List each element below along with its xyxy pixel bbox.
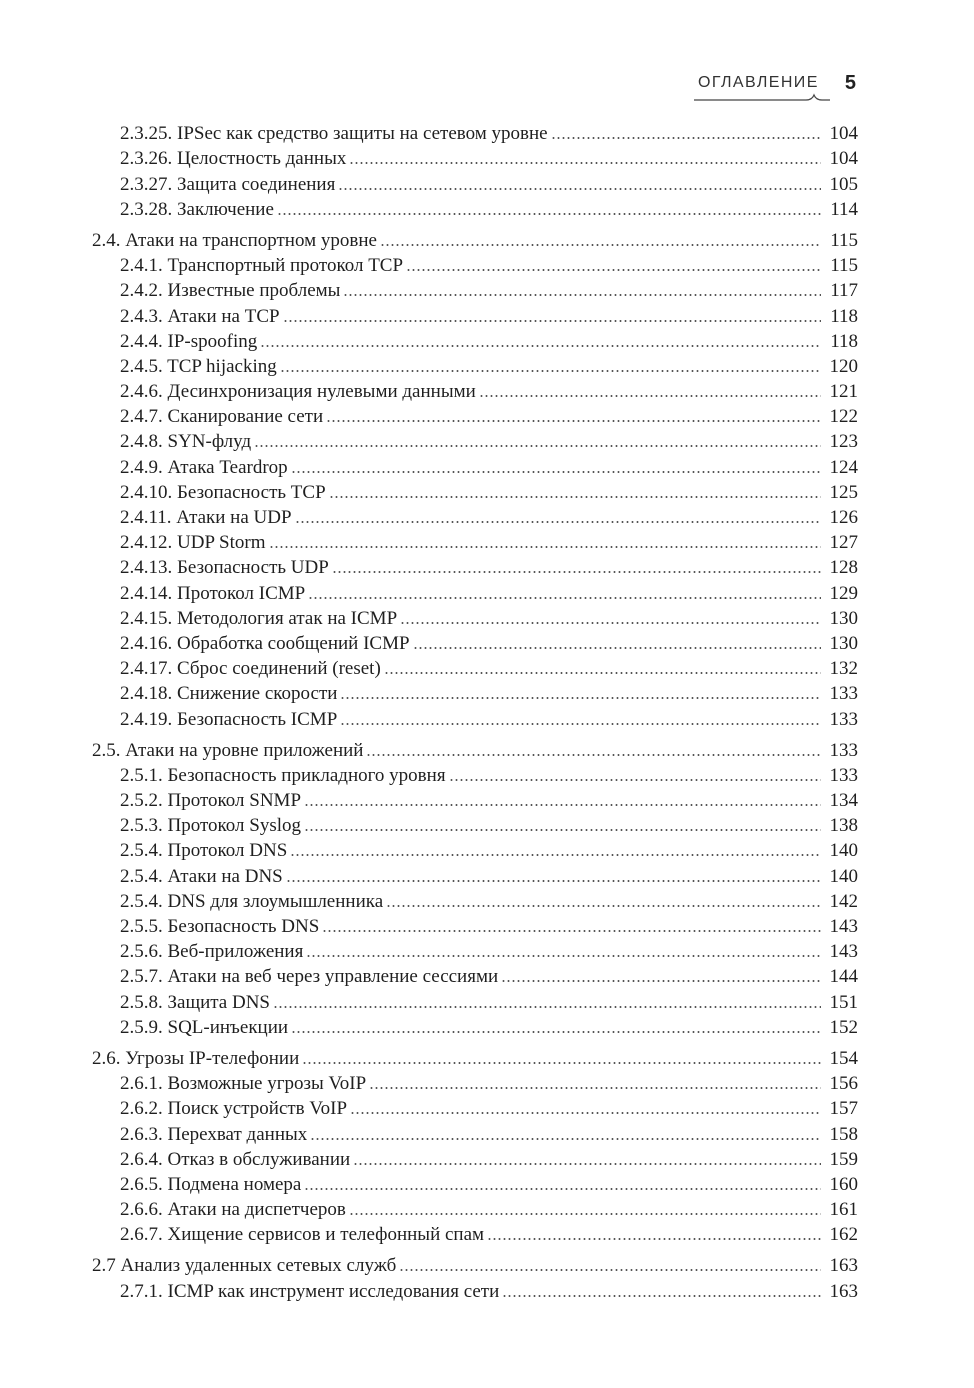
dot-leader <box>479 395 821 397</box>
dot-leader <box>306 955 821 957</box>
toc-subsection-entry[interactable] <box>0 1121 974 1146</box>
dot-leader <box>551 137 821 139</box>
toc-subsection-entry[interactable] <box>0 171 974 196</box>
toc-entry-page: 140 <box>829 865 858 887</box>
toc-subsection-entry[interactable] <box>0 429 974 454</box>
toc-entry-page: 133 <box>829 683 858 705</box>
toc-entry-page: 114 <box>830 198 858 220</box>
dot-leader <box>329 496 821 498</box>
dot-leader <box>350 1112 821 1114</box>
dot-leader <box>286 880 821 882</box>
toc-entry-page: 117 <box>830 280 858 302</box>
toc-entry-page: 163 <box>829 1255 858 1277</box>
dot-leader <box>273 1006 821 1008</box>
header-title: ОГЛАВЛЕНИЕ <box>698 74 819 91</box>
toc-entry-title: 2.4. Атаки на транспортном уровне <box>92 229 377 251</box>
toc-subsection-entry[interactable] <box>0 121 974 146</box>
table-of-contents <box>0 121 974 1304</box>
toc-subsection-entry[interactable] <box>0 656 974 681</box>
toc-entry-title: 2.5.9. SQL-инъекции <box>120 1016 289 1038</box>
toc-entry-title: 2.5. Атаки на уровне приложений <box>92 739 364 761</box>
toc-entry-title: 2.4.19. Безопасность ICMP <box>120 708 338 730</box>
toc-subsection-entry[interactable] <box>0 253 974 278</box>
toc-entry-title: 2.4.14. Протокол ICMP <box>120 582 306 604</box>
toc-entry-page: 118 <box>830 330 858 352</box>
toc-subsection-entry[interactable] <box>0 1222 974 1247</box>
toc-entry-page: 144 <box>829 966 858 988</box>
toc-subsection-entry[interactable] <box>0 1172 974 1197</box>
toc-subsection-entry[interactable] <box>0 863 974 888</box>
dot-leader <box>310 1138 821 1140</box>
toc-entry-page: 126 <box>829 507 858 528</box>
toc-subsection-entry[interactable] <box>0 530 974 555</box>
toc-entry-title: 2.5.4. Протокол DNS <box>120 840 288 862</box>
toc-entry-title: 2.3.25. IPSec как средство защиты на сетевом уровне <box>120 123 548 145</box>
toc-entry-title: 2.4.17. Сброс соединений (reset) <box>120 658 381 680</box>
toc-entry-title: 2.4.5. TCP hijacking <box>120 355 277 377</box>
toc-entry-page: 154 <box>829 1047 858 1069</box>
toc-entry-title: 2.4.18. Снижение скорости <box>120 683 338 705</box>
dot-leader <box>260 345 821 347</box>
toc-entry-page: 128 <box>829 557 858 579</box>
dot-leader <box>332 571 821 573</box>
toc-entry-title: 2.7 Анализ удаленных сетевых служб <box>92 1255 397 1277</box>
dot-leader <box>366 754 821 756</box>
toc-entry-page: 152 <box>829 1016 858 1038</box>
toc-entry-page: 130 <box>829 607 858 629</box>
toc-entry-title: 2.4.7. Сканирование сети <box>120 406 324 428</box>
toc-section-entry[interactable] <box>0 228 974 253</box>
toc-subsection-entry[interactable] <box>0 939 974 964</box>
toc-subsection-entry[interactable] <box>0 454 974 479</box>
toc-subsection-entry[interactable] <box>0 555 974 580</box>
toc-entry-title: 2.4.4. IP-spoofing <box>120 330 258 352</box>
toc-entry-page: 129 <box>829 582 858 604</box>
dot-leader <box>304 829 821 831</box>
toc-subsection-entry[interactable] <box>0 146 974 171</box>
toc-entry-page: 132 <box>829 658 858 680</box>
dot-leader <box>291 471 821 473</box>
toc-entry-page: 163 <box>829 1280 858 1302</box>
toc-subsection-entry[interactable] <box>0 197 974 222</box>
toc-entry-title: 2.4.1. Транспортный протокол TCP <box>120 255 404 277</box>
toc-entry-title: 2.4.12. UDP Storm <box>120 532 266 554</box>
toc-entry-title: 2.6.2. Поиск устройств VoIP <box>120 1098 348 1120</box>
toc-entry-title: 2.6.3. Перехват данных <box>120 1123 308 1145</box>
toc-entry-title: 2.6.4. Отказ в обслуживании <box>120 1148 351 1170</box>
page-number: 5 <box>844 72 856 94</box>
toc-entry-title: 2.4.3. Атаки на TCP <box>120 305 280 327</box>
dot-leader <box>295 521 821 523</box>
dot-leader <box>369 1087 821 1089</box>
dot-leader <box>386 905 821 907</box>
toc-entry-page: 143 <box>829 916 858 937</box>
toc-entry-page: 161 <box>829 1199 858 1221</box>
dot-leader <box>290 854 821 856</box>
dot-leader <box>254 445 821 447</box>
dot-leader <box>349 1213 821 1215</box>
toc-entry-title: 2.5.2. Протокол SNMP <box>120 790 302 812</box>
toc-entry-title: 2.3.26. Целостность данных <box>120 148 347 170</box>
toc-entry-title: 2.5.3. Протокол Syslog <box>120 815 302 837</box>
toc-entry-title: 2.3.28. Заключение <box>120 198 274 220</box>
toc-entry-title: 2.6. Угрозы IP-телефонии <box>92 1047 300 1069</box>
toc-entry-title: 2.4.15. Методология атак на ICMP <box>120 607 398 629</box>
toc-entry-page: 130 <box>829 632 858 654</box>
toc-entry-title: 2.6.1. Возможные угрозы VoIP <box>120 1073 367 1095</box>
toc-entry-page: 133 <box>829 739 858 761</box>
toc-entry-page: 118 <box>830 305 858 327</box>
toc-subsection-entry[interactable] <box>0 989 974 1014</box>
toc-subsection-entry[interactable] <box>0 788 974 813</box>
toc-entry-title: 2.4.10. Безопасность TCP <box>120 481 326 503</box>
dot-leader <box>349 162 821 164</box>
toc-subsection-entry[interactable] <box>0 580 974 605</box>
toc-entry-title: 2.5.4. DNS для злоумышленника <box>120 890 384 912</box>
toc-entry-title: 2.4.16. Обработка сообщений ICMP <box>120 632 410 654</box>
toc-subsection-entry[interactable] <box>0 329 974 354</box>
toc-entry-page: 121 <box>829 381 858 403</box>
toc-subsection-entry[interactable] <box>0 606 974 631</box>
dot-leader <box>343 294 821 296</box>
toc-entry-page: 105 <box>829 173 858 195</box>
toc-entry-title: 2.4.13. Безопасность UDP <box>120 557 329 579</box>
dot-leader <box>501 980 821 982</box>
dot-leader <box>269 546 821 548</box>
toc-subsection-entry[interactable] <box>0 681 974 706</box>
dot-leader <box>322 930 821 932</box>
dot-leader <box>449 779 821 781</box>
dot-leader <box>487 1238 821 1240</box>
toc-entry-page: 159 <box>829 1148 858 1170</box>
toc-entry-title: 2.5.1. Безопасность прикладного уровня <box>120 764 446 786</box>
toc-subsection-entry[interactable] <box>0 303 974 328</box>
dot-leader <box>340 697 821 699</box>
toc-entry-title: 2.5.8. Защита DNS <box>120 991 270 1013</box>
toc-entry-title: 2.6.5. Подмена номера <box>120 1173 302 1195</box>
toc-entry-title: 2.7.1. ICMP как инструмент исследования сети <box>120 1280 500 1302</box>
dot-leader <box>283 320 821 322</box>
toc-entry-page: 138 <box>829 815 858 837</box>
toc-entry-title: 2.4.9. Атака Teardrop <box>120 456 288 478</box>
running-header <box>680 70 870 110</box>
toc-subsection-entry[interactable] <box>0 505 974 530</box>
toc-entry-page: 157 <box>829 1098 858 1120</box>
dot-leader <box>406 269 821 271</box>
toc-entry-title: 2.5.6. Веб-приложения <box>120 941 304 963</box>
toc-entry-page: 125 <box>829 481 858 503</box>
dot-leader <box>291 1031 821 1033</box>
toc-entry-page: 124 <box>829 456 858 478</box>
toc-subsection-entry[interactable] <box>0 631 974 656</box>
toc-subsection-entry[interactable] <box>0 278 974 303</box>
toc-subsection-entry[interactable] <box>0 838 974 863</box>
dot-leader <box>338 188 821 190</box>
toc-subsection-entry[interactable] <box>0 914 974 939</box>
toc-subsection-entry[interactable] <box>0 1147 974 1172</box>
toc-subsection-entry[interactable] <box>0 379 974 404</box>
dot-leader <box>353 1163 821 1165</box>
dot-leader <box>302 1062 821 1064</box>
dot-leader <box>326 420 821 422</box>
toc-entry-title: 2.5.5. Безопасность DNS <box>120 916 320 937</box>
dot-leader <box>304 1188 821 1190</box>
toc-subsection-entry[interactable] <box>0 480 974 505</box>
toc-entry-title: 2.6.7. Хищение сервисов и телефонный спам <box>120 1224 485 1246</box>
toc-entry-page: 162 <box>829 1224 858 1246</box>
toc-entry-page: 151 <box>829 991 858 1013</box>
dot-leader <box>280 370 821 372</box>
toc-entry-title: 2.4.8. SYN-флуд <box>120 431 252 453</box>
toc-subsection-entry[interactable] <box>0 1096 974 1121</box>
toc-entry-page: 115 <box>830 229 858 251</box>
toc-entry-page: 158 <box>829 1123 858 1145</box>
toc-entry-page: 142 <box>829 890 858 912</box>
toc-entry-title: 2.3.27. Защита соединения <box>120 173 336 195</box>
toc-entry-page: 122 <box>829 406 858 428</box>
toc-entry-title: 2.4.6. Десинхронизация нулевыми данными <box>120 381 476 403</box>
toc-subsection-entry[interactable] <box>0 813 974 838</box>
toc-section-entry[interactable] <box>0 1046 974 1071</box>
toc-entry-page: 140 <box>829 840 858 862</box>
dot-leader <box>399 1269 821 1271</box>
dot-leader <box>384 672 821 674</box>
toc-entry-page: 120 <box>829 355 858 377</box>
toc-subsection-entry[interactable] <box>0 354 974 379</box>
toc-subsection-entry[interactable] <box>0 1278 974 1303</box>
dot-leader <box>400 622 821 624</box>
toc-entry-page: 134 <box>829 790 858 812</box>
dot-leader <box>340 723 821 725</box>
toc-section-entry[interactable] <box>0 1253 974 1278</box>
toc-entry-title: 2.5.7. Атаки на веб через управление сессиями <box>120 966 499 988</box>
toc-entry-page: 160 <box>829 1173 858 1195</box>
toc-section-entry[interactable] <box>0 738 974 763</box>
dot-leader <box>304 804 821 806</box>
toc-entry-title: 2.5.4. Атаки на DNS <box>120 865 283 887</box>
toc-entry-title: 2.4.11. Атаки на UDP <box>120 507 292 528</box>
toc-subsection-entry[interactable] <box>0 964 974 989</box>
toc-entry-title: 2.6.6. Атаки на диспетчеров <box>120 1199 346 1221</box>
dot-leader <box>413 647 821 649</box>
toc-entry-page: 143 <box>829 941 858 963</box>
toc-entry-page: 133 <box>829 764 858 786</box>
toc-entry-page: 104 <box>829 148 858 170</box>
toc-entry-page: 156 <box>829 1073 858 1095</box>
toc-subsection-entry[interactable] <box>0 706 974 731</box>
dot-leader <box>380 244 821 246</box>
toc-subsection-entry[interactable] <box>0 763 974 788</box>
toc-entry-title: 2.4.2. Известные проблемы <box>120 280 341 302</box>
toc-entry-page: 127 <box>829 532 858 554</box>
toc-entry-page: 115 <box>830 255 858 277</box>
toc-subsection-entry[interactable] <box>0 404 974 429</box>
toc-subsection-entry[interactable] <box>0 1197 974 1222</box>
dot-leader <box>502 1295 821 1297</box>
toc-subsection-entry[interactable] <box>0 889 974 914</box>
toc-entry-page: 133 <box>829 708 858 730</box>
dot-leader <box>277 213 821 215</box>
toc-entry-page: 123 <box>829 431 858 453</box>
toc-entry-page: 104 <box>829 123 858 145</box>
toc-subsection-entry[interactable] <box>0 1071 974 1096</box>
toc-subsection-entry[interactable] <box>0 1015 974 1040</box>
dot-leader <box>308 597 821 599</box>
